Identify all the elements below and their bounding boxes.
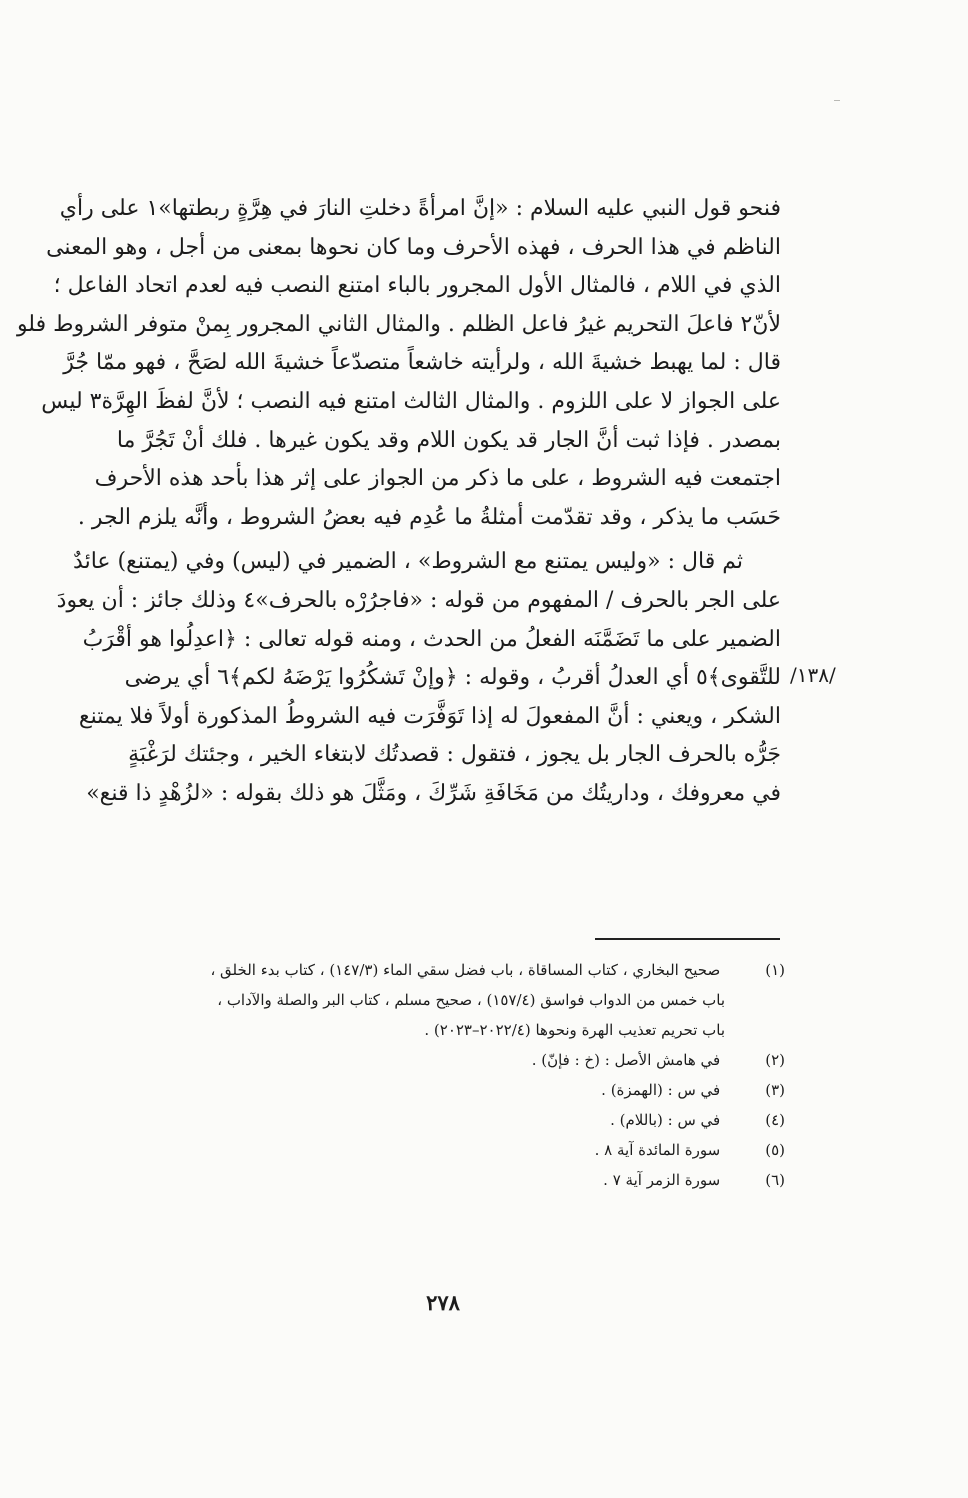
- footnote-text: في س : (الهمزة) .: [601, 1081, 721, 1099]
- footnote-number: (٤): [765, 1111, 785, 1129]
- footnote: [105, 1135, 785, 1165]
- text-line: على الجواز لا على اللزوم . والمثال الثالث امتنع فيه النصب ؛ لأنَّ لفظَ الهِرَّة٣ ليس: [41, 388, 781, 414]
- footnote-number: (١): [765, 961, 785, 979]
- footnote: [105, 1075, 785, 1105]
- text-line: الضمير على ما تَضَمَّنَه الفعلُ من الحدث ، ومنه قوله تعالى : ﴿اعدِلُوا هو أقْرَبُ: [82, 626, 781, 652]
- footnote-text: سورة الزمر آية ٧ .: [603, 1171, 721, 1189]
- text-line: قال : لما يهبط خشيةَ الله ، ولرأيته خاشعاً متصدّعاً خشيةَ الله لصَحَّ ، فهو ممّا جُرَّ: [63, 350, 781, 376]
- footnote-text: في هامش الأصل : (خ : فإنّ) .: [531, 1051, 721, 1069]
- footnote-separator: [595, 938, 780, 940]
- text-line: على الجر بالحرف / المفهوم من قوله : «فاجرُرْه بالحرف»٤ وذلك جائز : أن يعودَ: [56, 587, 781, 613]
- footnote-text: في س : (باللام) .: [610, 1111, 721, 1129]
- text-line: فنحو قول النبي عليه السلام : «إنَّ امرأةً دخلتِ النارَ في هِرَّةٍ ربطتها»١ على رأي: [59, 196, 781, 221]
- text-line: الذي في اللام ، فالمثال الأول المجرور بالباء امتنع النصب فيه لعدم اتحاد الفاعل ؛: [53, 273, 781, 299]
- text-line: الناظم في هذا الحرف ، فهذه الأحرف وما كان نحوها بمعنى من أجل ، وهو المعنى: [46, 234, 781, 260]
- footnote-continuation: باب تحريم تعذيب الهرة ونحوها (٢٠٢٢/٤–٢٠٢٣) .: [424, 1021, 725, 1039]
- text-line: حَسَب ما يذكر ، وقد تقدّمت أمثلةُ ما عُدِم فيه بعضُ الشروط ، وأنَّه يلزم الجر .: [77, 504, 781, 530]
- text-line: للتَّقوى﴾٥ أي العدلُ أقربُ ، وقوله : ﴿وإنْ تَشكُرُوا يَرْضَهُ لكم﴾٦ أي يرضى: [124, 665, 781, 691]
- text-line: لأنّ٢ فاعلَ التحريم غيرُ فاعل الظلم . والمثال الثاني المجرور بِمنْ متوفر الشروط فلو: [16, 311, 781, 337]
- footnote-number: (٢): [765, 1051, 785, 1069]
- footnote-text: سورة المائدة آية ٨ .: [594, 1141, 721, 1159]
- text-line: في معروفك ، وداريتُك من مَخَافَةِ شَرِّكَ ، ومَثَّلَ هو ذلك بقوله : «لزُهْدٍ ذا قنع»: [86, 780, 781, 806]
- footnote-text: صحيح البخاري ، كتاب المساقاة ، باب فضل سقي الماء (١٤٧/٣) ، كتاب بدء الخلق ،: [210, 961, 721, 979]
- footnote-number: (٦): [765, 1171, 785, 1189]
- manuscript-folio-marker: /١٣٨/: [790, 663, 836, 687]
- text-line: بمصدر . فإذا ثبت أنَّ الجار قد يكون اللام وقد يكون غيرها . فلك أنْ تَجُرَّ ما: [116, 427, 781, 453]
- footnotes: [105, 955, 785, 1195]
- page-number: ٢٧٨: [426, 1290, 460, 1315]
- main-text: [16, 190, 781, 814]
- footnote: [105, 955, 785, 985]
- footnote-continuation: باب خمس من الدواب فواسق (١٥٧/٤) ، صحيح مسلم ، كتاب البر والصلة والآداب ،: [217, 991, 725, 1009]
- text-line: جَرُّه بالحرف الجار بل يجوز ، فتقول : قصدتُك لابتغاء الخير ، وجئتك لرَغْبَةٍ: [128, 742, 781, 768]
- text-line: ثم قال : «وليس يمتنع مع الشروط» ، الضمير في (ليس) وفي (يمتنع) عائدٌ: [73, 549, 743, 575]
- footnote: [105, 1165, 785, 1195]
- footnote-number: (٣): [765, 1081, 785, 1099]
- text-line: الشكر ، ويعني : أنَّ المفعولَ له إذا تَوَفَّرَت فيه الشروطُ المذكورة أولاً فلا يمتنع: [78, 703, 781, 729]
- scan-speck: [834, 100, 840, 101]
- footnote: [105, 1105, 785, 1135]
- text-line: اجتمعت فيه الشروط ، على ما ذكر من الجواز على إثر هذا بأحد هذه الأحرف: [94, 466, 781, 492]
- footnote-number: (٥): [765, 1141, 785, 1159]
- footnote: [105, 1045, 785, 1075]
